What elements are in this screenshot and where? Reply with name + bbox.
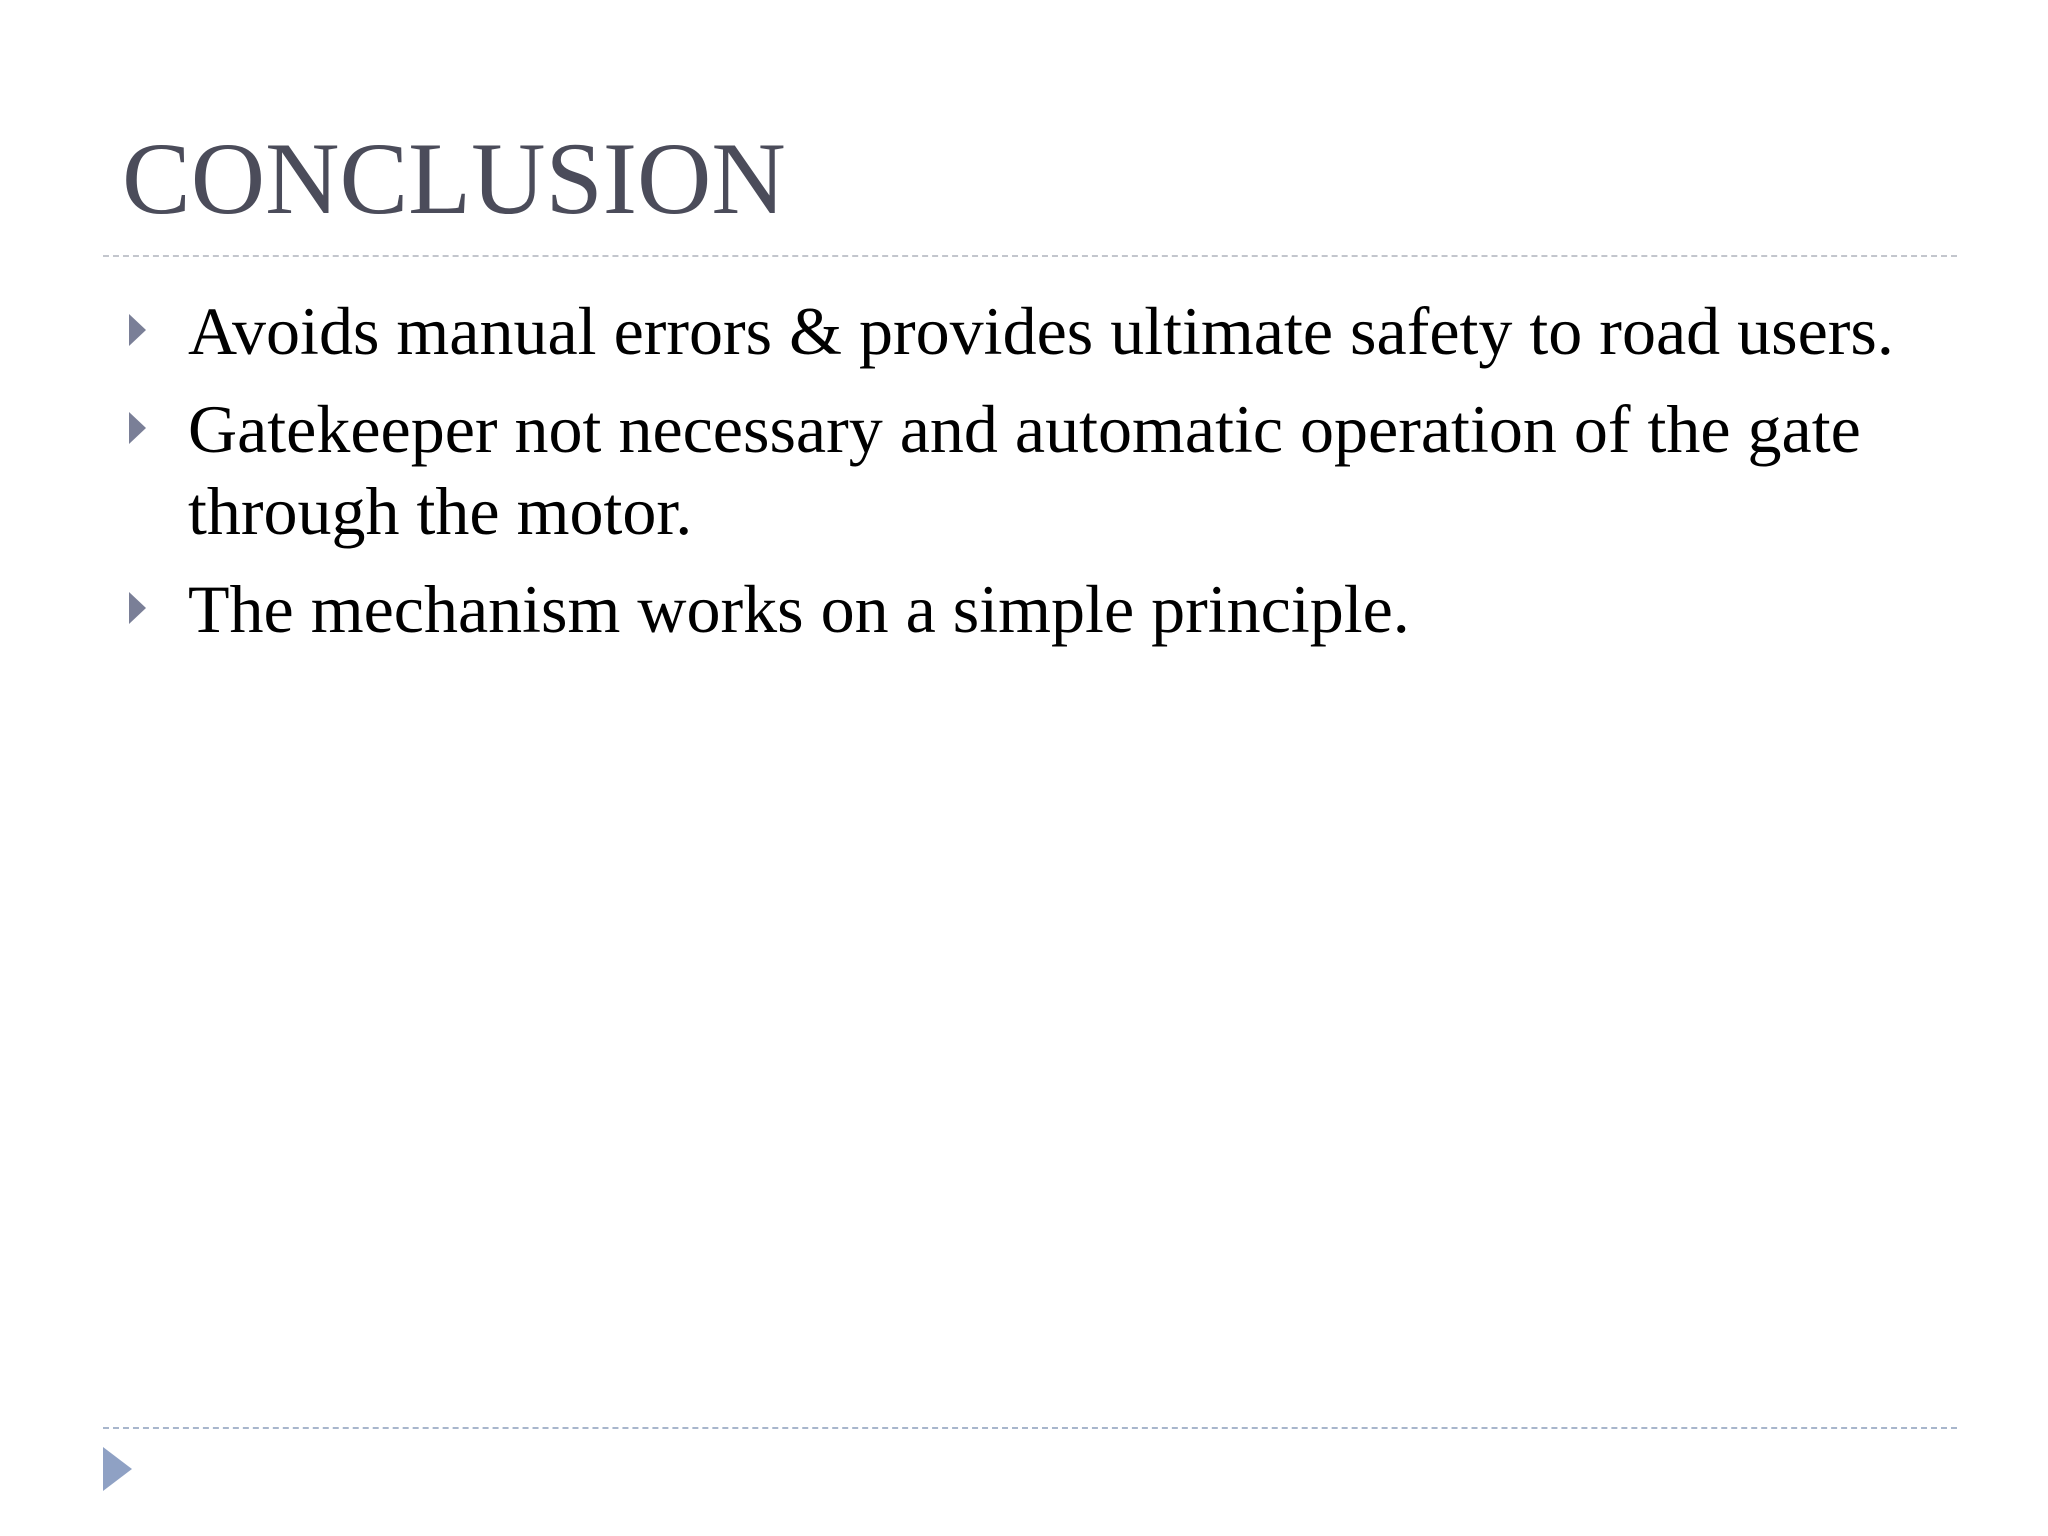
triangle-right-icon — [129, 592, 146, 624]
bullet-item — [122, 290, 1922, 372]
bullet-text: Avoids manual errors & provides ultimate safety to road users. — [188, 293, 1894, 369]
bullet-item — [122, 388, 1922, 552]
triangle-right-icon — [129, 412, 146, 444]
bullet-text: Gatekeeper not necessary and automatic operation of the gate through the motor. — [188, 391, 1861, 549]
triangle-right-icon — [129, 314, 146, 346]
title-divider — [103, 255, 1957, 257]
bullet-text: The mechanism works on a simple principle. — [188, 571, 1410, 647]
bullet-item — [122, 568, 1922, 650]
bullet-list — [122, 290, 1922, 666]
footer-divider — [103, 1427, 1957, 1429]
slide-title: CONCLUSION — [122, 122, 786, 236]
next-slide-arrow-icon[interactable] — [103, 1447, 132, 1491]
